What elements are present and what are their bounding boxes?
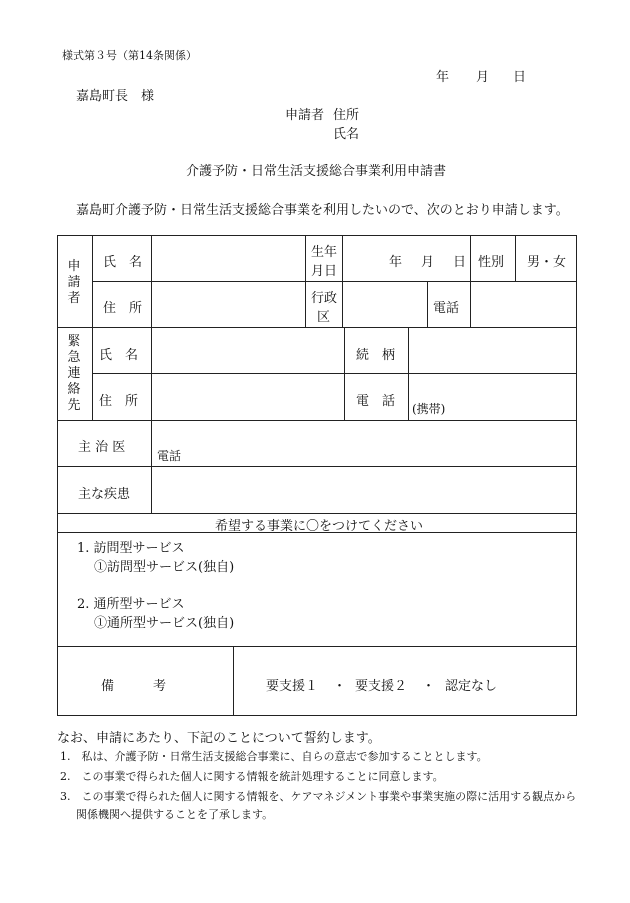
separator-1: ・ <box>333 679 347 694</box>
birth-day: 日 <box>453 255 467 270</box>
services-header: 希望する事業に〇をつけてください <box>215 519 424 534</box>
birth-month: 月 <box>421 255 435 270</box>
applicant-vertical-label: 申請者 <box>67 259 81 306</box>
gender-label: 性別 <box>478 255 505 270</box>
mobile-label: (携帯) <box>412 402 446 416</box>
applicant-label: 申請者 <box>285 108 325 123</box>
support-2: 要支援２ <box>355 679 408 694</box>
address-label: 住所 <box>333 108 360 123</box>
name-label: 氏名 <box>333 127 360 142</box>
emergency-vertical-label: 緊急連絡先 <box>67 334 81 413</box>
birth-label-2: 月日 <box>311 264 338 279</box>
district-label-2: 区 <box>317 310 331 325</box>
remarks-label: 備 考 <box>101 679 167 694</box>
service-1: 1. 訪問型サービス <box>77 541 185 556</box>
applicant-name-label: 氏 名 <box>103 255 143 270</box>
applicant-address-label: 住 所 <box>103 301 143 316</box>
service-2: 2. 通所型サービス <box>77 597 185 612</box>
separator-2: ・ <box>422 679 436 694</box>
emergency-phone-label: 電 話 <box>356 394 396 409</box>
form-number: 様式第３号（第14条関係） <box>62 49 197 62</box>
date-year: 年 <box>436 70 450 85</box>
pledge-item-3-cont: 関係機関へ提供することを了承します。 <box>76 808 274 821</box>
service-1-sub: ①訪問型サービス(独自) <box>94 560 235 575</box>
pledge-item-3: 3. この事業で得られた個人に関する情報を、ケアマネジメント事業や事業実施の際に活用する観点から <box>60 790 577 803</box>
doctor-label: 主 治 医 <box>78 440 126 455</box>
intro-text: 嘉島町介護予防・日常生活支援総合事業を利用したいので、次のとおり申請します。 <box>76 203 569 218</box>
addressee: 嘉島町長 様 <box>76 89 155 104</box>
district-label-1: 行政 <box>311 291 338 306</box>
doctor-phone-label: 電話 <box>157 449 182 463</box>
page-title: 介護予防・日常生活支援総合事業利用申請書 <box>186 164 447 179</box>
birth-year: 年 <box>389 255 403 270</box>
date-day: 日 <box>513 70 527 85</box>
pledge-item-1: 1. 私は、介護予防・日常生活支援総合事業に、自らの意志で参加することとします。 <box>60 750 488 763</box>
emergency-name-label: 氏 名 <box>99 348 139 363</box>
date-month: 月 <box>476 70 490 85</box>
applicant-phone-label: 電話 <box>433 301 460 316</box>
disease-label: 主な疾患 <box>78 487 131 502</box>
pledge-lead: なお、申請にあたり、下記のことについて誓約します。 <box>57 731 381 746</box>
birth-label-1: 生年 <box>311 245 338 260</box>
support-1: 要支援１ <box>266 679 319 694</box>
emergency-address-label: 住 所 <box>99 394 139 409</box>
relation-label: 続 柄 <box>356 348 396 363</box>
pledge-item-2: 2. この事業で得られた個人に関する情報を統計処理することに同意します。 <box>60 770 444 783</box>
no-certification: 認定なし <box>445 679 498 694</box>
service-2-sub: ①通所型サービス(独自) <box>94 616 235 631</box>
gender-options: 男・女 <box>527 255 567 270</box>
